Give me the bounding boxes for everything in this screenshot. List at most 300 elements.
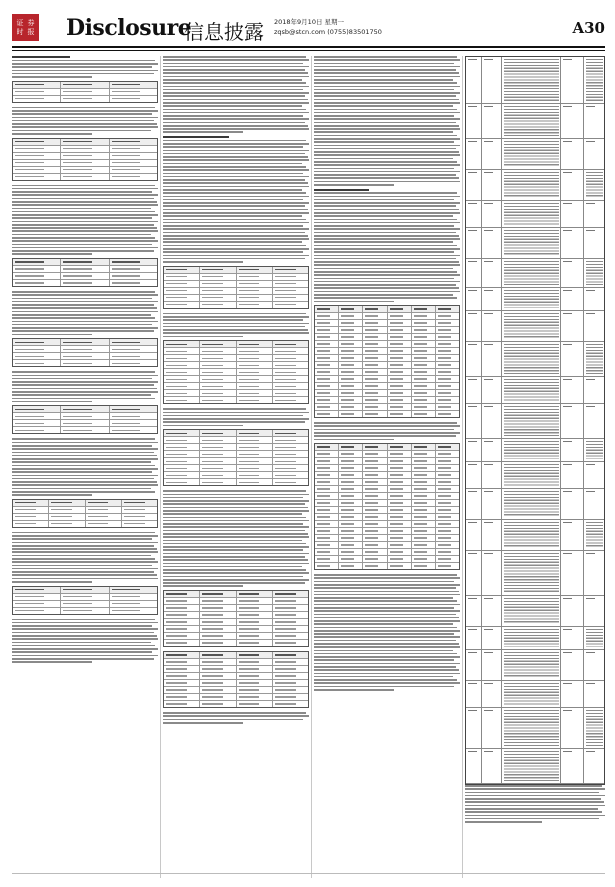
table-cell bbox=[200, 659, 236, 665]
table-cell bbox=[200, 444, 236, 450]
table-cell bbox=[412, 451, 436, 457]
cell-text bbox=[586, 629, 603, 647]
table-cell bbox=[584, 439, 604, 461]
paragraph bbox=[12, 438, 158, 495]
text-line bbox=[12, 471, 152, 473]
text-line bbox=[314, 89, 454, 91]
table-row bbox=[164, 348, 308, 355]
table-cell bbox=[13, 153, 61, 159]
text-line bbox=[163, 156, 308, 158]
data-table bbox=[12, 586, 158, 615]
text-line bbox=[12, 461, 151, 463]
table-row bbox=[164, 397, 308, 403]
table-cell bbox=[363, 341, 387, 347]
table-row bbox=[13, 82, 157, 89]
text-line bbox=[12, 651, 152, 653]
text-line bbox=[12, 221, 158, 223]
table-cell bbox=[412, 549, 436, 555]
table-cell bbox=[200, 281, 236, 287]
text-line bbox=[314, 650, 453, 652]
text-line bbox=[12, 632, 154, 634]
table-cell bbox=[13, 280, 61, 286]
cell-text bbox=[484, 751, 493, 752]
table-cell bbox=[502, 170, 561, 200]
text-line bbox=[314, 118, 460, 120]
text-line bbox=[314, 219, 457, 221]
text-line bbox=[12, 448, 158, 450]
table-cell bbox=[164, 612, 200, 618]
text-line bbox=[314, 439, 394, 441]
table-cell bbox=[502, 708, 561, 748]
table-cell bbox=[273, 274, 308, 280]
table-cell bbox=[237, 341, 273, 347]
disclosure-table bbox=[465, 56, 605, 785]
table-cell bbox=[412, 390, 436, 396]
table-cell bbox=[561, 749, 584, 783]
cell-text bbox=[504, 313, 559, 339]
table-cell bbox=[363, 334, 387, 340]
table-cell bbox=[482, 57, 502, 103]
data-table bbox=[12, 81, 158, 103]
table-cell bbox=[315, 444, 339, 450]
table-cell bbox=[466, 489, 482, 519]
table-cell bbox=[237, 598, 273, 604]
table-cell bbox=[110, 146, 157, 152]
table-cell bbox=[61, 353, 109, 359]
section-title-chinese: 信息披露 bbox=[184, 20, 264, 44]
table-cell bbox=[200, 694, 236, 700]
table-cell bbox=[237, 701, 273, 707]
table-row bbox=[164, 591, 308, 598]
table-row bbox=[315, 411, 459, 417]
cell-text bbox=[468, 441, 477, 442]
text-line bbox=[314, 676, 453, 678]
table-cell bbox=[339, 320, 363, 326]
table-row bbox=[466, 288, 604, 311]
table-cell bbox=[388, 493, 412, 499]
table-row bbox=[164, 267, 308, 274]
table-row bbox=[164, 451, 308, 458]
table-row bbox=[315, 493, 459, 500]
table-cell bbox=[412, 369, 436, 375]
table-cell bbox=[49, 521, 85, 527]
table-cell bbox=[339, 327, 363, 333]
table-cell bbox=[561, 627, 584, 649]
table-cell bbox=[273, 619, 308, 625]
table-cell bbox=[388, 486, 412, 492]
table-cell bbox=[200, 591, 236, 597]
table-cell bbox=[363, 411, 387, 417]
table-row bbox=[315, 390, 459, 397]
cell-text bbox=[563, 652, 572, 653]
table-cell bbox=[13, 346, 61, 352]
text-line bbox=[12, 324, 152, 326]
cell-text bbox=[563, 172, 572, 173]
text-line bbox=[314, 209, 459, 211]
table-cell bbox=[200, 640, 236, 646]
table-cell bbox=[436, 500, 459, 506]
text-line bbox=[163, 82, 306, 84]
text-line bbox=[12, 204, 158, 206]
table-row bbox=[315, 444, 459, 451]
table-row bbox=[13, 521, 157, 527]
text-line bbox=[314, 225, 454, 227]
text-line bbox=[12, 558, 155, 560]
table-cell bbox=[164, 458, 200, 464]
table-cell bbox=[339, 542, 363, 548]
text-line bbox=[314, 125, 459, 127]
cell-text bbox=[586, 106, 595, 107]
table-cell bbox=[164, 437, 200, 443]
text-line bbox=[314, 69, 456, 71]
table-cell bbox=[466, 749, 482, 783]
table-cell bbox=[315, 404, 339, 410]
text-line bbox=[314, 287, 459, 289]
table-cell bbox=[237, 397, 273, 403]
table-row bbox=[13, 339, 157, 346]
column-divider bbox=[160, 56, 161, 878]
table-row bbox=[13, 273, 157, 280]
table-cell bbox=[237, 295, 273, 301]
table-row bbox=[164, 383, 308, 390]
cell-text bbox=[468, 491, 477, 492]
paragraph bbox=[12, 185, 158, 256]
cell-text bbox=[468, 230, 477, 231]
table-cell bbox=[164, 302, 200, 308]
text-line bbox=[314, 59, 460, 61]
text-line bbox=[12, 581, 92, 583]
text-line bbox=[314, 284, 456, 286]
text-line bbox=[163, 150, 309, 152]
text-line bbox=[314, 168, 454, 170]
table-cell bbox=[200, 437, 236, 443]
table-cell bbox=[363, 486, 387, 492]
table-cell bbox=[363, 444, 387, 450]
table-cell bbox=[273, 598, 308, 604]
table-cell bbox=[363, 320, 387, 326]
table-cell bbox=[339, 493, 363, 499]
text-line bbox=[12, 442, 158, 444]
table-cell bbox=[412, 458, 436, 464]
paragraph bbox=[163, 56, 309, 133]
text-line bbox=[12, 458, 158, 460]
cell-text bbox=[504, 344, 559, 374]
table-cell bbox=[315, 507, 339, 513]
text-line bbox=[12, 227, 157, 229]
text-line bbox=[163, 579, 309, 581]
cell-text bbox=[586, 522, 603, 548]
text-line bbox=[12, 130, 151, 132]
table-cell bbox=[561, 404, 584, 438]
table-cell bbox=[49, 500, 85, 506]
text-line bbox=[12, 304, 154, 306]
table-cell bbox=[363, 355, 387, 361]
table-cell bbox=[436, 341, 459, 347]
table-cell bbox=[200, 458, 236, 464]
table-row bbox=[315, 376, 459, 383]
text-line bbox=[12, 548, 157, 550]
cell-text bbox=[563, 344, 572, 345]
text-line bbox=[314, 673, 460, 675]
table-cell bbox=[164, 687, 200, 693]
table-cell bbox=[13, 273, 61, 279]
table-cell bbox=[436, 390, 459, 396]
data-table bbox=[163, 429, 309, 486]
table-cell bbox=[237, 274, 273, 280]
table-cell bbox=[110, 427, 157, 433]
text-line bbox=[314, 610, 460, 612]
cell-text bbox=[586, 261, 603, 285]
text-line bbox=[12, 76, 92, 78]
table-cell bbox=[412, 465, 436, 471]
text-line bbox=[12, 401, 92, 403]
cell-text bbox=[504, 652, 559, 678]
table-cell bbox=[164, 619, 200, 625]
table-cell bbox=[584, 259, 604, 287]
column-3 bbox=[314, 56, 460, 878]
table-cell bbox=[61, 427, 109, 433]
table-cell bbox=[164, 397, 200, 403]
table-row bbox=[466, 596, 604, 627]
table-cell bbox=[436, 556, 459, 562]
cell-text bbox=[586, 344, 603, 374]
masthead-rule-thin bbox=[12, 50, 605, 51]
table-cell bbox=[110, 360, 157, 366]
text-line bbox=[163, 222, 309, 224]
text-line bbox=[163, 715, 309, 717]
table-cell bbox=[273, 451, 308, 457]
column-4-disclosure-table bbox=[465, 56, 605, 878]
text-line bbox=[12, 113, 152, 115]
table-row bbox=[315, 535, 459, 542]
text-line bbox=[314, 679, 457, 681]
table-cell bbox=[466, 139, 482, 169]
cell-text bbox=[563, 379, 572, 380]
table-row bbox=[13, 280, 157, 286]
table-cell bbox=[122, 514, 157, 520]
table-cell bbox=[436, 313, 459, 319]
table-row bbox=[315, 479, 459, 486]
table-cell bbox=[466, 708, 482, 748]
text-line bbox=[12, 110, 158, 112]
table-row bbox=[13, 174, 157, 180]
table-cell bbox=[273, 281, 308, 287]
table-cell bbox=[237, 302, 273, 308]
text-line bbox=[314, 184, 394, 186]
table-cell bbox=[61, 346, 109, 352]
cell-text bbox=[484, 379, 493, 380]
table-cell bbox=[164, 626, 200, 632]
table-cell bbox=[502, 489, 561, 519]
table-row bbox=[315, 542, 459, 549]
table-cell bbox=[273, 479, 308, 485]
text-line bbox=[314, 105, 453, 107]
table-cell bbox=[339, 549, 363, 555]
table-cell bbox=[502, 228, 561, 258]
data-table bbox=[163, 590, 309, 647]
table-row bbox=[13, 587, 157, 594]
table-cell bbox=[561, 377, 584, 403]
text-line bbox=[314, 109, 457, 111]
table-row bbox=[466, 342, 604, 377]
table-row bbox=[466, 377, 604, 404]
table-cell bbox=[388, 528, 412, 534]
table-cell bbox=[436, 521, 459, 527]
text-line bbox=[163, 228, 309, 230]
cell-text bbox=[586, 141, 595, 142]
table-cell bbox=[200, 430, 236, 436]
table-cell bbox=[466, 650, 482, 680]
text-line bbox=[163, 326, 305, 328]
text-line bbox=[12, 452, 154, 454]
table-cell bbox=[466, 311, 482, 341]
table-row bbox=[466, 170, 604, 201]
table-cell bbox=[388, 404, 412, 410]
text-line bbox=[314, 212, 460, 214]
table-cell bbox=[13, 174, 61, 180]
table-row bbox=[315, 486, 459, 493]
text-line bbox=[163, 559, 308, 561]
table-cell bbox=[584, 201, 604, 227]
text-line bbox=[314, 630, 460, 632]
text-line bbox=[163, 235, 308, 237]
table-cell bbox=[13, 82, 61, 88]
text-line bbox=[314, 228, 460, 230]
table-cell bbox=[273, 626, 308, 632]
text-line bbox=[12, 465, 155, 467]
table-cell bbox=[388, 390, 412, 396]
text-line bbox=[314, 646, 460, 648]
data-table bbox=[163, 651, 309, 708]
table-cell bbox=[482, 462, 502, 488]
table-row bbox=[315, 465, 459, 472]
table-cell bbox=[388, 444, 412, 450]
table-cell bbox=[273, 472, 308, 478]
table-cell bbox=[164, 281, 200, 287]
table-cell bbox=[561, 139, 584, 169]
text-line bbox=[12, 211, 155, 213]
table-cell bbox=[482, 228, 502, 258]
text-line bbox=[163, 66, 309, 68]
table-cell bbox=[584, 681, 604, 707]
data-table bbox=[12, 338, 158, 367]
table-cell bbox=[273, 362, 308, 368]
text-line bbox=[314, 291, 460, 293]
cell-text bbox=[563, 406, 572, 407]
table-cell bbox=[273, 694, 308, 700]
table-cell bbox=[339, 383, 363, 389]
table-row bbox=[13, 89, 157, 96]
table-cell bbox=[13, 601, 61, 607]
cell-text bbox=[468, 652, 477, 653]
text-line bbox=[314, 141, 454, 143]
text-line bbox=[465, 818, 599, 820]
table-row bbox=[466, 259, 604, 288]
text-line bbox=[314, 297, 457, 299]
table-cell bbox=[363, 451, 387, 457]
text-line bbox=[12, 619, 155, 621]
text-line bbox=[314, 255, 460, 257]
text-line bbox=[163, 576, 303, 578]
table-cell bbox=[482, 439, 502, 461]
table-cell bbox=[200, 479, 236, 485]
table-cell bbox=[110, 339, 157, 345]
text-line bbox=[12, 565, 152, 567]
table-row bbox=[315, 528, 459, 535]
table-cell bbox=[502, 650, 561, 680]
table-cell bbox=[412, 500, 436, 506]
text-line bbox=[314, 600, 457, 602]
text-line bbox=[314, 135, 457, 137]
text-line bbox=[314, 151, 459, 153]
text-line bbox=[314, 95, 456, 97]
text-line bbox=[12, 438, 155, 440]
section-heading bbox=[12, 56, 70, 58]
text-line bbox=[314, 264, 460, 266]
text-line bbox=[163, 261, 243, 263]
text-line bbox=[314, 584, 460, 586]
text-line bbox=[12, 60, 155, 62]
table-cell bbox=[561, 551, 584, 595]
table-cell bbox=[388, 306, 412, 312]
table-cell bbox=[273, 376, 308, 382]
text-line bbox=[163, 585, 243, 587]
text-line bbox=[163, 582, 305, 584]
text-line bbox=[163, 517, 306, 519]
table-cell bbox=[466, 462, 482, 488]
table-cell bbox=[273, 430, 308, 436]
cell-text bbox=[504, 710, 559, 746]
table-cell bbox=[584, 170, 604, 200]
table-cell bbox=[110, 139, 157, 145]
table-cell bbox=[339, 479, 363, 485]
table-cell bbox=[315, 542, 339, 548]
cell-text bbox=[468, 261, 477, 262]
table-cell bbox=[363, 306, 387, 312]
text-line bbox=[12, 481, 157, 483]
paragraph bbox=[12, 291, 158, 335]
table-cell bbox=[122, 507, 157, 513]
text-line bbox=[163, 202, 309, 204]
text-line bbox=[163, 332, 309, 334]
table-cell bbox=[13, 594, 61, 600]
text-line bbox=[12, 371, 155, 373]
table-row bbox=[315, 313, 459, 320]
table-cell bbox=[315, 472, 339, 478]
table-cell bbox=[273, 458, 308, 464]
table-cell bbox=[502, 462, 561, 488]
table-cell bbox=[466, 57, 482, 103]
text-line bbox=[163, 143, 309, 145]
text-line bbox=[314, 268, 453, 270]
table-cell bbox=[237, 640, 273, 646]
table-cell bbox=[273, 612, 308, 618]
text-line bbox=[12, 294, 158, 296]
table-cell bbox=[200, 362, 236, 368]
table-cell bbox=[482, 708, 502, 748]
text-line bbox=[314, 241, 453, 243]
cell-text bbox=[563, 629, 572, 630]
text-line bbox=[163, 109, 306, 111]
table-row bbox=[13, 413, 157, 420]
table-cell bbox=[237, 673, 273, 679]
table-cell bbox=[273, 640, 308, 646]
cell-text bbox=[504, 406, 559, 436]
table-cell bbox=[237, 451, 273, 457]
table-cell bbox=[584, 596, 604, 626]
table-row bbox=[315, 451, 459, 458]
cell-text bbox=[563, 598, 572, 599]
